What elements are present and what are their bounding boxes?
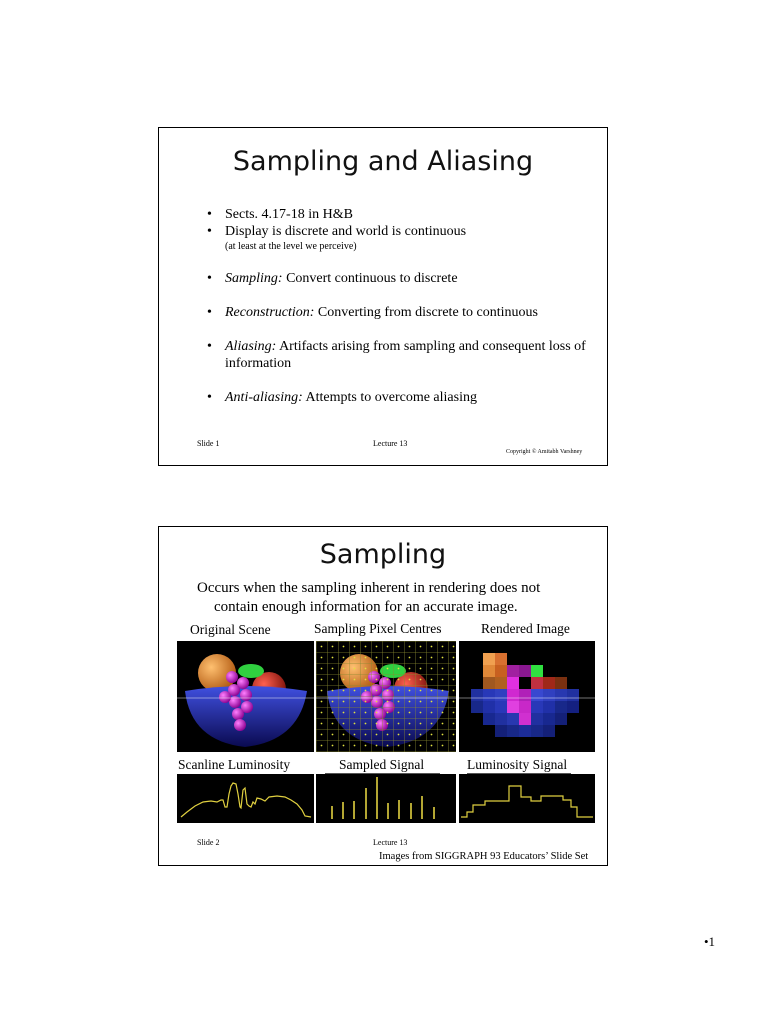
bullet-item: • Anti-aliasing: Attempts to overcome aliasing <box>205 389 595 406</box>
rendered-image <box>459 641 595 752</box>
slide-2 <box>158 526 608 866</box>
slide-intro: Occurs when the sampling inherent in rendering does not contain enough information for an accurate image. <box>197 580 541 615</box>
bullet-list <box>205 206 595 406</box>
bullet-item: • Aliasing: Artifacts arising from sampling and consequent loss of information <box>205 338 595 372</box>
bullet-item: • Reconstruction: Converting from discrete to continuous <box>205 304 595 321</box>
caption-scanline-luminosity: Scanline Luminosity <box>178 757 291 772</box>
slide-title: Sampling and Aliasing <box>232 146 534 177</box>
bullet-subnote: (at least at the level we perceive) <box>225 241 357 252</box>
lecture-label: Lecture 13 <box>373 838 408 847</box>
sampling-grid-image <box>316 641 456 752</box>
bullet-term: Aliasing: <box>225 339 277 354</box>
slide-number: Slide 1 <box>197 439 220 448</box>
caption-luminosity-signal: Luminosity Signal <box>467 757 571 774</box>
bullet-item: • Sampling: Convert continuous to discrete <box>205 270 595 287</box>
original-scene-image <box>177 641 314 752</box>
luminosity-signal-plot <box>459 774 595 823</box>
sampled-signal-plot <box>316 774 456 823</box>
fruit-bowl-illustration <box>177 641 314 752</box>
page-number: •1 <box>704 934 716 949</box>
pixelated-render-illustration <box>459 641 595 752</box>
bullet-term: Sampling: <box>225 271 283 286</box>
caption-sampled-signal: Sampled Signal <box>325 757 440 774</box>
lecture-label: Lecture 13 <box>373 439 408 448</box>
image-credit: Images from SIGGRAPH 93 Educators’ Slide Set <box>379 851 589 862</box>
slide-title: Sampling <box>319 539 447 570</box>
slide-1 <box>158 127 608 466</box>
sampling-grid-illustration <box>316 641 456 752</box>
slide-number: Slide 2 <box>197 838 220 847</box>
scanline-luminosity-plot <box>177 774 314 823</box>
bullet-term: Anti-aliasing: <box>225 390 303 405</box>
copyright-notice: Copyright © Amitabh Varshney <box>506 449 583 455</box>
caption-sampling-pixel-centres: Sampling Pixel Centres <box>314 621 442 636</box>
bullet-term: Reconstruction: <box>225 305 315 320</box>
bullet-item: • Sects. 4.17-18 in H&B <box>205 206 595 223</box>
caption-rendered-image: Rendered Image <box>481 621 570 636</box>
caption-original-scene: Original Scene <box>190 622 271 637</box>
bullet-item: • Display is discrete and world is continuous (at least at the level we perceive) <box>205 223 595 253</box>
